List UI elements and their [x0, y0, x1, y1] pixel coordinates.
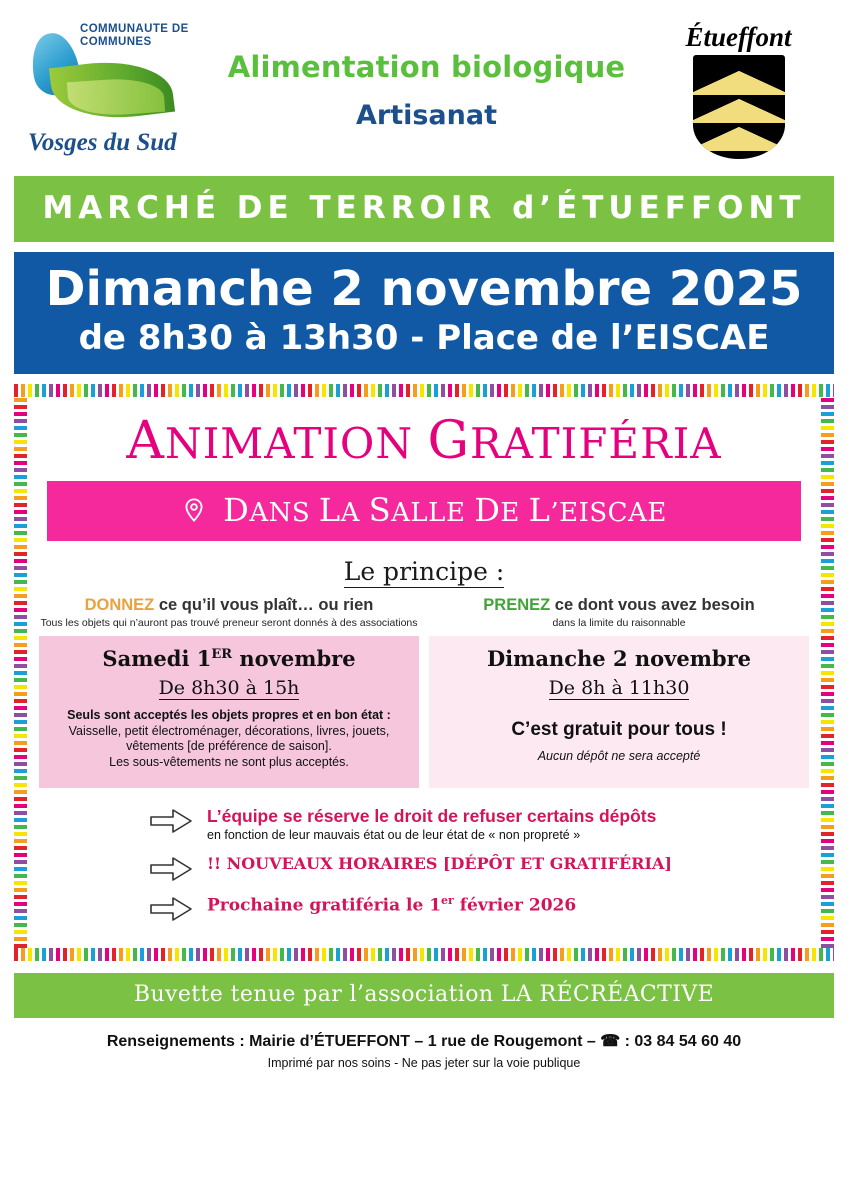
- location-bar-text: DANS LA SALLE DE L’EISCAE: [223, 491, 667, 530]
- location-bar: [47, 481, 801, 541]
- donnez-rest: ce qu’il vous plaît… ou rien: [154, 596, 374, 615]
- donnez-condition-line1: Seuls sont acceptés les objets propres et en bon état :: [67, 708, 391, 723]
- tagline-artisanat: Artisanat: [355, 99, 497, 131]
- donnez-box: [39, 636, 419, 788]
- donnez-accent: DONNEZ: [84, 596, 155, 615]
- donnez-hours-text: De 8h30 à 15h: [158, 677, 300, 700]
- column-prenez: [429, 596, 809, 788]
- etueffont-coat-of-arms-icon: [693, 55, 785, 159]
- note-main-text: Prochaine gratiféria le 1: [207, 896, 442, 917]
- column-donnez: [39, 596, 419, 788]
- event-date: Dimanche 2 novembre 2025: [45, 261, 803, 317]
- note-row: [39, 894, 809, 922]
- note-main-sup: er: [441, 894, 454, 908]
- donnez-day: [47, 646, 411, 671]
- market-title: MARCHÉ DE TERROIR d’ÉTUEFFONT: [42, 190, 806, 226]
- market-title-band: [14, 176, 834, 242]
- logo-etueffont: [651, 22, 826, 159]
- logo-communaute-communes-vosges-du-sud: [22, 15, 202, 165]
- arrow-right-icon: [149, 808, 193, 834]
- header-taglines: [202, 50, 651, 131]
- gratiferia-framed-panel: [14, 384, 834, 961]
- donnez-day-sup: ER: [211, 647, 233, 663]
- note-text: [207, 894, 576, 916]
- donnez-condition-line2: Vaisselle, petit électroménager, décorations, livres, jouets,: [68, 723, 390, 738]
- phone-icon: ☎: [600, 1033, 621, 1051]
- logo-ccvs-name: Vosges du Sud: [28, 129, 177, 156]
- note-row: [39, 806, 809, 842]
- prenez-hours: [437, 677, 801, 699]
- note-main: [207, 894, 576, 916]
- note-text: [207, 806, 656, 842]
- donnez-day-text: Samedi 1: [102, 646, 212, 672]
- poster-footer: [0, 1031, 848, 1070]
- footer-legal: Imprimé par nos soins - Ne pas jeter sur la voie publique: [267, 1056, 581, 1071]
- prenez-accent: PRENEZ: [483, 596, 551, 615]
- footer-contact-pre: Renseignements : Mairie d’ÉTUEFFONT – 1 rue de Rougemont –: [106, 1033, 601, 1051]
- buvette-text: Buvette tenue par l’association LA RÉCRÉACTIVE: [133, 982, 715, 1008]
- color-strip-right: [821, 397, 834, 948]
- tagline-alimentation-biologique: Alimentation biologique: [227, 49, 626, 84]
- donnez-day-rest: novembre: [232, 646, 356, 672]
- footer-contact: [0, 1031, 848, 1051]
- buvette-band: [14, 973, 834, 1018]
- town-name-label: Étueffont: [685, 21, 792, 52]
- note-main: !! NOUVEAUX HORAIRES [DÉPÔT ET GRATIFÉRIA]: [207, 854, 672, 874]
- prenez-free-text: C’est gratuit pour tous !: [511, 719, 727, 741]
- footer-contact-post: : 03 84 54 60 40: [620, 1033, 742, 1051]
- prenez-free-subnote: Aucun dépôt ne sera accepté: [537, 749, 701, 764]
- donnez-heading: [39, 596, 419, 615]
- animation-title: ANIMATION GRATIFÉRIA: [126, 411, 722, 472]
- prenez-heading: [429, 596, 809, 615]
- poster-header: [0, 0, 848, 170]
- arrow-right-icon: [149, 896, 193, 922]
- prenez-day: Dimanche 2 novembre: [486, 646, 752, 672]
- donnez-conditions: [47, 708, 411, 770]
- date-band: [14, 252, 834, 374]
- note-main-rest: février 2026: [453, 896, 577, 917]
- event-time-place: de 8h30 à 13h30 - Place de l’EISCAE: [78, 318, 770, 359]
- prenez-subnote: dans la limite du raisonnable: [552, 617, 686, 630]
- arrow-right-icon: [149, 856, 193, 882]
- logo-ccvs-top-text: COMMUNAUTE DE COMMUNES: [80, 23, 189, 48]
- donnez-condition-line3: vêtements [de préférence de saison].: [126, 739, 332, 754]
- principle-columns: [39, 596, 809, 788]
- note-text: [207, 854, 672, 873]
- note-main: L’équipe se réserve le droit de refuser certains dépôts: [207, 806, 657, 827]
- prenez-hours-text: De 8h à 11h30: [548, 677, 690, 700]
- note-row: [39, 854, 809, 882]
- gratiferia-notes: [39, 806, 809, 922]
- location-pin-icon: [181, 497, 207, 523]
- donnez-hours: [47, 677, 411, 699]
- donnez-condition-line4: Les sous-vêtements ne sont plus acceptés.: [109, 754, 349, 769]
- prenez-rest: ce dont vous avez besoin: [550, 596, 755, 615]
- prenez-box: [429, 636, 809, 788]
- donnez-subnote: Tous les objets qui n’auront pas trouvé preneur seront donnés à des associations: [40, 617, 418, 630]
- note-sub: en fonction de leur mauvais état ou de leur état de « non propreté »: [207, 828, 581, 843]
- principle-heading-text: Le principe :: [343, 557, 505, 587]
- principle-heading: [39, 557, 809, 586]
